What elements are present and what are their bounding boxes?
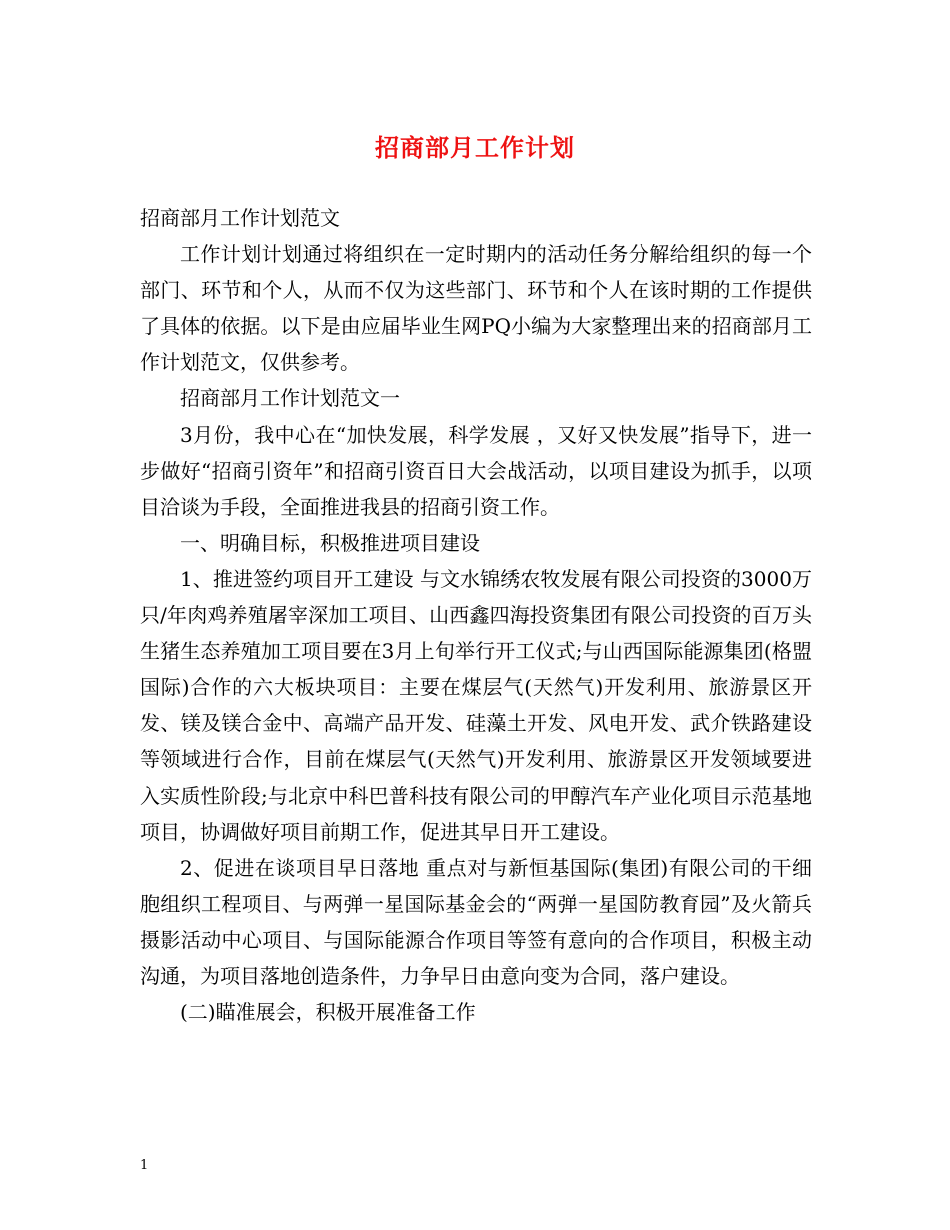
page-title: 招商部月工作计划 [375,133,575,162]
section-heading-exhibitions: (二)瞄准展会，积极开展准备工作 [180,1000,476,1025]
page-number: 1 [140,1158,149,1173]
section-heading-sample-one: 招商部月工作计划范文一 [180,386,400,411]
document-subtitle: 招商部月工作计划范文 [140,206,340,230]
document-body [140,200,812,1030]
paragraph-signed-projects: 1、推进签约项目开工建设 与文水锦绣农牧发展有限公司投资的3000万只/年肉鸡养殖屠宰深加工项目、山西鑫四海投资集团有限公司投资的百万头生猪生态养殖加工项目要在3月上旬举行开工仪式;与山西国际能源集团(格盟国际)合作的六大板块项目：主要在煤层气(天然气)开发利用、旅游景区开发、镁及镁合金中、高端产品开发、硅藻土开发、风电开发、武介铁路建设等领域进行合作，目前在煤层气(天然气)开发利用、旅游景区开发领域要进入实质性阶段;与北京中科巴普科技有限公司的甲醇汽车产业化项目示范基地项目，协调做好项目前期工作，促进其早日开工建设。 [140,566,812,844]
paragraph-negotiating-projects: 2、促进在谈项目早日落地 重点对与新恒基国际(集团)有限公司的干细胞组织工程项目、与两弹一星国际基金会的“两弹一星国防教育园”及火箭兵摄影活动中心项目、与国际能源合作项目等签有意向的合作项目，积极主动沟通，为项目落地创造条件，力争早日由意向变为合同，落户建设。 [140,855,812,988]
paragraph-intro: 工作计划计划通过将组织在一定时期内的活动任务分解给组织的每一个部门、环节和个人，从而不仅为这些部门、环节和个人在该时期的工作提供了具体的依据。以下是由应届毕业生网PQ小编为大家整理出来的招商部月工作计划范文，仅供参考。 [140,242,812,375]
section-heading-goals: 一、明确目标，积极推进项目建设 [180,530,480,555]
paragraph-march-overview: 3月份，我中心在“加快发展，科学发展 ，又好又快发展”指导下，进一步做好“招商引资年”和招商引资百日大会战活动，以项目建设为抓手，以项目洽谈为手段，全面推进我县的招商引资工作。 [140,422,812,519]
